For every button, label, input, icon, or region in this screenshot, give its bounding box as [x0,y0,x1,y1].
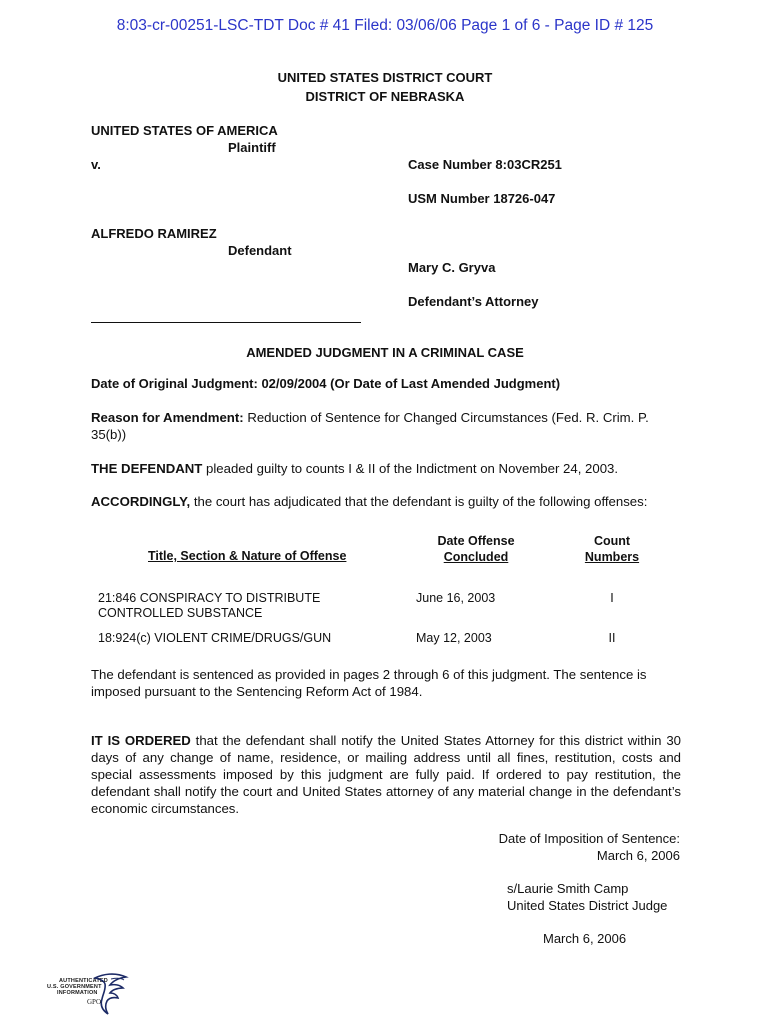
judge-signature: s/Laurie Smith Camp [507,881,629,896]
accordingly-text: the court has adjudicated that the defendant is guilty of the following offenses: [190,494,648,509]
attorney-name: Mary C. Gryva [408,260,496,275]
amendment-reason [91,409,681,443]
sentencing-statement: The defendant is sentenced as provided in pages 2 through 6 of this judgment. The sentence is imposed pursuant to the Sentencing Reform Act of 1984. [91,667,647,699]
court-district: DISTRICT OF NEBRASKA [305,89,465,104]
caption-divider [91,322,361,323]
usm-number: USM Number 18726-047 [408,191,556,206]
versus-label: v. [91,157,101,172]
gpo-badge-line1: AUTHENTICATED [59,978,108,984]
judgment-title: AMENDED JUDGMENT IN A CRIMINAL CASE [246,345,524,360]
gpo-badge-line3: INFORMATION [57,990,98,996]
gpo-badge-mark: GPO [87,998,102,1006]
amendment-label: Reason for Amendment: [91,410,244,425]
offense-description-line1: 21:846 CONSPIRACY TO DISTRIBUTE [98,591,321,605]
offense-description-line1: 18:924(c) VIOLENT CRIME/DRUGS/GUN [98,631,332,645]
adjudication-statement [91,493,691,510]
column-header-date [416,533,536,565]
offense-count: II [608,631,616,645]
attorney-label: Defendant’s Attorney [408,294,539,309]
order-text: that the defendant shall notify the United States Attorney for this district within 30 days of any change of name, residence, or mailing address until all fines, restitution, costs and special assessments imposed by this judgment are fully paid. If ordered to pay restitution, the defendant shall notify the court and United States attorney of any material change in the defendant’s economic circumstances. [91,733,681,816]
offense-count: I [610,591,614,605]
gpo-badge-line2: U.S. GOVERNMENT [47,984,102,990]
case-number: Case Number 8:03CR251 [408,157,562,172]
plaintiff-name: UNITED STATES OF AMERICA [91,123,278,138]
imposition-date: March 6, 2006 [596,848,680,863]
court-name: UNITED STATES DISTRICT COURT [277,70,493,85]
defendant-role: Defendant [228,243,292,258]
plea-text: pleaded guilty to counts I & II of the Indictment on November 24, 2003. [202,461,619,476]
offense-date: May 12, 2003 [416,631,492,645]
signature-date: March 6, 2006 [543,931,627,946]
column-header-date-line1: Date Offense [437,534,515,548]
plaintiff-role: Plaintiff [228,140,276,155]
defendant-name: ALFREDO RAMIREZ [91,226,217,241]
accordingly-label: ACCORDINGLY, [91,494,191,509]
column-header-offense: Title, Section & Nature of Offense [148,549,347,563]
column-header-count-line2: Numbers [584,550,640,564]
column-header-date-line2: Concluded [443,550,509,564]
gpo-authentication-badge [45,972,130,1017]
imposition-label: Date of Imposition of Sentence: [498,831,680,846]
offense-description-line2: CONTROLLED SUBSTANCE [98,606,263,620]
order-label: IT IS ORDERED [91,733,191,748]
plea-label: THE DEFENDANT [91,461,203,476]
filing-header-stamp: 8:03-cr-00251-LSC-TDT Doc # 41 Filed: 03/06/06 Page 1 of 6 - Page ID # 125 [116,17,654,34]
judge-title: United States District Judge [507,898,668,913]
amendment-text: Reduction of Sentence for Changed Circumstances (Fed. R. Crim. P. 35(b)) [91,410,649,442]
offense-date: June 16, 2003 [416,591,496,605]
eagle-emblem-icon [93,972,129,1016]
column-header-count-line1: Count [593,534,631,548]
order-paragraph [91,732,681,817]
column-header-count [572,533,652,565]
original-judgment-date: Date of Original Judgment: 02/09/2004 (Or Date of Last Amended Judgment) [91,376,561,391]
plea-statement [91,460,681,477]
